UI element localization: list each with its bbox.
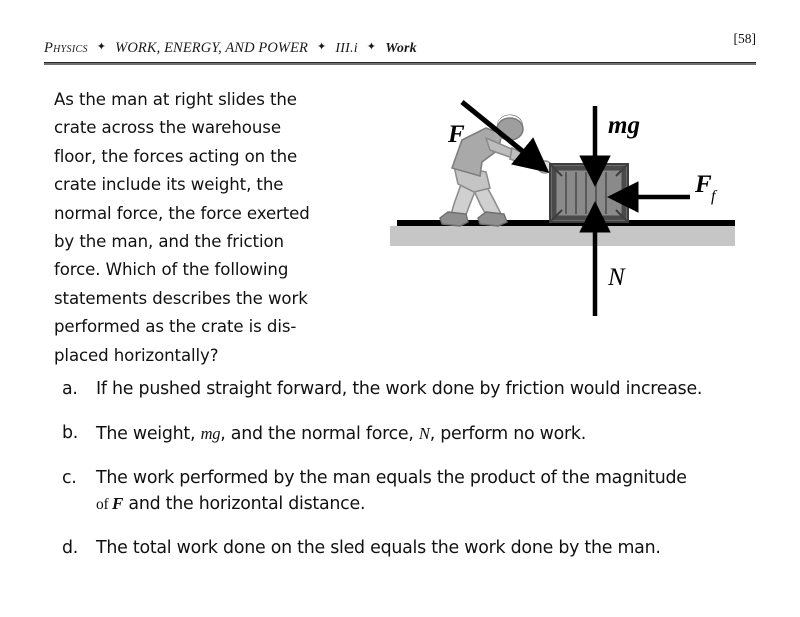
choice-d-letter: d. xyxy=(62,538,79,558)
choice-b-part: , and the normal force, xyxy=(220,424,419,444)
header-separator-1: ✦ xyxy=(96,41,107,53)
choice-c-part: and the horizontal distance. xyxy=(123,494,366,514)
applied-force-label: F xyxy=(448,121,465,148)
choice-a-letter: a. xyxy=(62,379,78,399)
question-line: statements describes the work xyxy=(54,288,308,308)
header-breadcrumb xyxy=(44,40,417,57)
choice-a-part: If he pushed straight forward, the work done by friction would increase. xyxy=(96,379,703,399)
choice-a-text xyxy=(62,377,752,402)
choice-c-part: of xyxy=(96,496,113,513)
choice-c-text xyxy=(62,466,752,517)
header-separator-2: ✦ xyxy=(316,41,327,53)
choice-b-part: , perform no work. xyxy=(429,424,587,444)
question-line: placed horizontally? xyxy=(54,345,219,365)
choice-b-text xyxy=(62,421,752,447)
choice-c-letter: c. xyxy=(62,468,77,488)
choice-c-part: The work performed by the man equals the product of the magnitude xyxy=(96,468,687,488)
question-line: normal force, the force exerted xyxy=(54,203,310,223)
question-line: by the man, and the friction xyxy=(54,232,284,252)
choice-b[interactable] xyxy=(62,421,752,447)
answer-choices xyxy=(62,377,752,580)
choice-c[interactable] xyxy=(62,466,752,517)
choice-c-math-f: F xyxy=(112,494,124,513)
crate xyxy=(550,164,628,222)
header-unit: WORK, ENERGY, AND POWER xyxy=(115,40,308,56)
choice-d-text xyxy=(62,536,752,561)
choice-b-letter: b. xyxy=(62,423,79,443)
page-number: [58] xyxy=(733,31,756,46)
question-line: crate across the warehouse xyxy=(54,118,281,138)
choice-d[interactable] xyxy=(62,536,752,561)
question-stem xyxy=(54,86,354,370)
choice-d-part: The total work done on the sled equals the work done by the man. xyxy=(96,538,661,558)
question-line: crate include its weight, the xyxy=(54,175,284,195)
header-topic: Work xyxy=(385,41,417,56)
choice-b-math-n: N xyxy=(418,424,430,443)
header-subject: Physics xyxy=(44,40,88,56)
friction-subscript-label: f xyxy=(711,188,716,205)
physics-diagram xyxy=(390,80,750,320)
running-header xyxy=(44,31,756,66)
header-section: III.i xyxy=(335,41,358,56)
header-rule xyxy=(44,62,756,65)
question-line: As the man at right slides the xyxy=(54,90,297,109)
choice-a[interactable] xyxy=(62,377,752,402)
question-line: performed as the crate is dis- xyxy=(54,317,297,337)
choice-b-part: The weight, xyxy=(96,424,201,444)
question-line: floor, the forces acting on the xyxy=(54,146,298,166)
person-front-shoe xyxy=(478,212,507,226)
normal-label: N xyxy=(608,264,625,291)
header-separator-3: ✦ xyxy=(366,41,377,53)
floor-band xyxy=(390,226,735,246)
crate-body xyxy=(550,164,628,222)
person-back-shoe xyxy=(440,212,468,226)
friction-label: F xyxy=(695,171,712,198)
weight-label: mg xyxy=(608,112,640,139)
choice-b-math-mg: mg xyxy=(200,424,221,443)
question-line: force. Which of the following xyxy=(54,260,289,280)
